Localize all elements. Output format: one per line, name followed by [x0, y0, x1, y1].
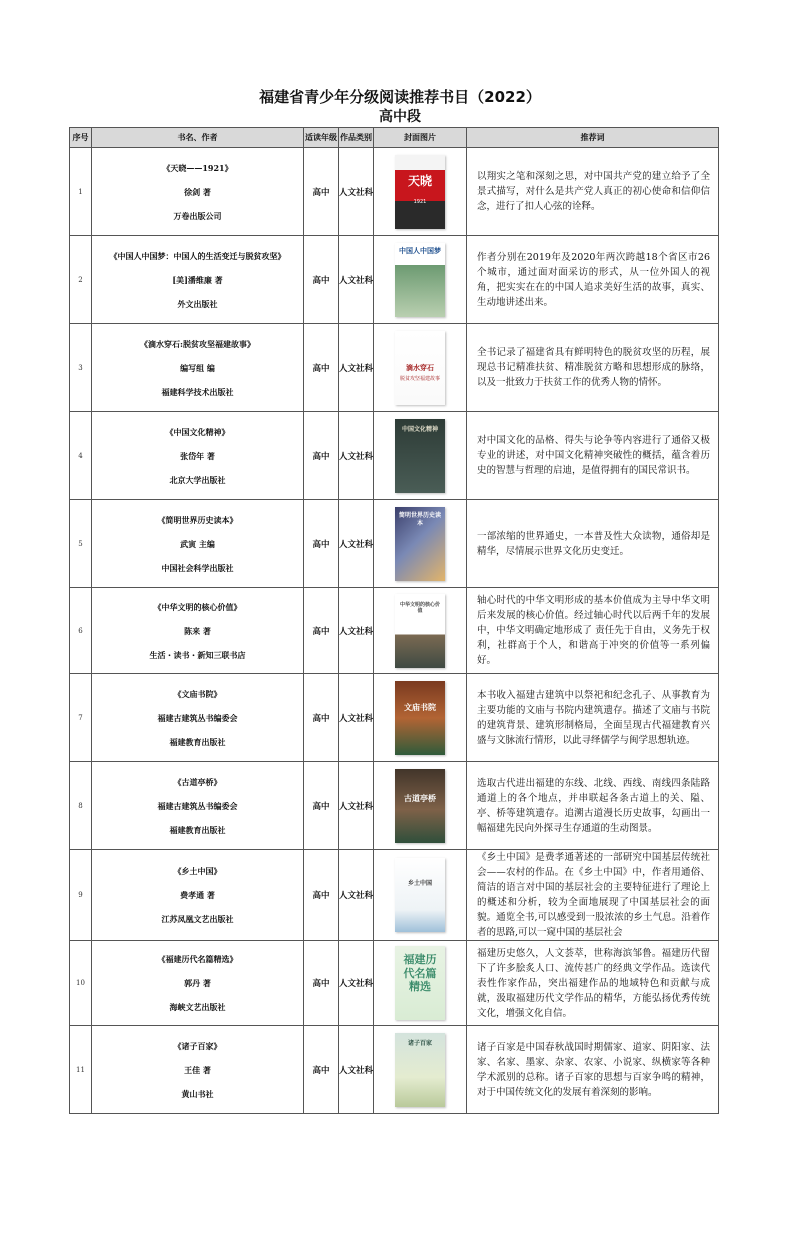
book-publisher: 福建科学技术出版社: [161, 386, 234, 397]
book-author: 武寅 主编: [180, 538, 215, 549]
table-header-row: [70, 128, 719, 148]
grade-cell: 高中: [304, 941, 339, 1026]
grade-cell: 高中: [304, 588, 339, 674]
cover-cell: [374, 850, 467, 941]
cover-title: 中华文明的核心价值: [399, 602, 440, 615]
table-row: [70, 762, 719, 850]
book-author: 郭丹 著: [184, 978, 211, 988]
book-publisher: 外文出版社: [177, 298, 218, 309]
seq-cell: 7: [70, 674, 92, 762]
category-cell: 人文社科: [339, 236, 374, 324]
cover-cell: [374, 674, 467, 762]
book-list-table: [69, 127, 719, 1114]
cover-cell: [374, 588, 467, 674]
seq-cell: 1: [70, 148, 92, 236]
book-cell: [92, 500, 304, 588]
cover-title: 乡土中国: [407, 880, 432, 888]
book-publisher: 中国社会科学出版社: [161, 562, 234, 573]
table-row: [70, 674, 719, 762]
book-cover-image: [395, 507, 445, 581]
category-cell: 人文社科: [339, 762, 374, 850]
header-seq: 序号: [70, 128, 92, 148]
grade-cell: 高中: [304, 674, 339, 762]
seq-cell: 5: [70, 500, 92, 588]
category-cell: 人文社科: [339, 850, 374, 941]
recommendation-cell: 轴心时代的中华文明形成的基本价值成为主导中华文明后来发展的核心价值。经过轴心时代以后两千年的发展中，中华文明确定地形成了 责任先于自由，义务先于权利，社群高于个人，和谐高于冲突的价值等一系列偏好。: [467, 588, 719, 674]
book-publisher: 海峡文艺出版社: [169, 1002, 226, 1012]
recommendation-cell: 对中国文化的品格、得失与论争等内容进行了通俗又极专业的讲述，对中国文化精神突破性的概括，蕴含着历史的智慧与哲理的启迪，是值得拥有的国民常识书。: [467, 412, 719, 500]
book-title: 《滴水穿石:脱贫攻坚福建故事》: [140, 338, 255, 349]
book-cell: [92, 941, 304, 1026]
header-recommendation: 推荐词: [467, 128, 719, 148]
book-cell: [92, 850, 304, 941]
cover-title: 天晓: [407, 173, 432, 188]
cover-cell: [374, 500, 467, 588]
book-publisher: 万卷出版公司: [173, 210, 222, 221]
header-category: 作品类别: [339, 128, 374, 148]
book-cell: [92, 762, 304, 850]
recommendation-cell: 福建历史悠久，人文荟萃，世称海滨邹鲁。福建历代留下了许多脍炙人口、流传甚广的经典文学作品。选读代表性作家作品，突出福建作品的地域特色和贡献与成就，汲取福建历代文学作品的精华，方能弘扬优秀传统文化，增强文化自信。: [467, 941, 719, 1026]
header-book: 书名、作者: [92, 128, 304, 148]
book-title: 《中华文明的核心价值》: [153, 601, 242, 612]
header-grade: 适读年级: [304, 128, 339, 148]
book-title: 《天晓——1921》: [162, 162, 233, 173]
page-subtitle: 高中段: [379, 109, 421, 125]
cover-cell: [374, 324, 467, 412]
book-cell: [92, 148, 304, 236]
recommendation-cell: 以翔实之笔和深刻之思，对中国共产党的建立给予了全景式描写，对什么是共产党人真正的初心使命和信仰信念，进行了扣人心弦的诠释。: [467, 148, 719, 236]
table-row: [70, 412, 719, 500]
book-cover-image: [395, 681, 445, 755]
seq-cell: 3: [70, 324, 92, 412]
book-author: [美]潘维廉 著: [172, 274, 223, 285]
seq-cell: 10: [70, 941, 92, 1026]
book-author: 编写组 编: [180, 362, 215, 373]
cover-title: 简明世界历史读本: [399, 512, 442, 527]
seq-cell: 6: [70, 588, 92, 674]
cover-title: 福建历代名篇精选: [403, 953, 437, 993]
book-author: 王佳 著: [184, 1064, 211, 1075]
book-author: 费孝通 著: [180, 890, 215, 900]
book-cell: [92, 1026, 304, 1114]
cover-cell: [374, 236, 467, 324]
cover-title: 滴水穿石: [406, 363, 434, 372]
book-cell: [92, 412, 304, 500]
cover-cell: [374, 762, 467, 850]
book-title: 《乡土中国》: [173, 866, 222, 876]
book-cover-image: [395, 155, 445, 229]
cover-subtitle: 脱贫攻坚福建故事: [399, 375, 440, 382]
category-cell: 人文社科: [339, 324, 374, 412]
grade-cell: 高中: [304, 1026, 339, 1114]
grade-cell: 高中: [304, 500, 339, 588]
book-cover-image: [395, 1033, 445, 1107]
book-publisher: 黄山书社: [181, 1088, 214, 1099]
table-row: [70, 148, 719, 236]
seq-cell: 4: [70, 412, 92, 500]
recommendation-cell: 全书记录了福建省具有鲜明特色的脱贫攻坚的历程，展现总书记精准扶贫、精准脱贫方略和思想形成的脉络，以及一批致力于扶贫工作的优秀人物的情怀。: [467, 324, 719, 412]
book-title: 《福建历代名篇精选》: [157, 954, 238, 964]
recommendation-cell: 本书收入福建古建筑中以祭祀和纪念孔子、从事教育为主要功能的文庙与书院内建筑遗存。描述了文庙与书院的建筑背景、建筑形制格局，全面呈现古代福建教育兴盛与文脉流行情形，以此寻绎儒学与闽学思想轨迹。: [467, 674, 719, 762]
book-author: 陈来 著: [184, 625, 211, 636]
book-publisher: 福建教育出版社: [169, 736, 226, 747]
grade-cell: 高中: [304, 148, 339, 236]
cover-subtitle: 1921: [413, 198, 427, 205]
book-cover-image: [395, 331, 445, 405]
book-cover-image: [395, 858, 445, 932]
book-title: 《文庙书院》: [173, 688, 222, 699]
book-title: 《诸子百家》: [173, 1040, 222, 1051]
cover-cell: [374, 1026, 467, 1114]
category-cell: 人文社科: [339, 674, 374, 762]
category-cell: 人文社科: [339, 588, 374, 674]
seq-cell: 8: [70, 762, 92, 850]
category-cell: 人文社科: [339, 500, 374, 588]
table-row: [70, 588, 719, 674]
book-cover-image: [395, 594, 445, 668]
grade-cell: 高中: [304, 850, 339, 941]
table-row: [70, 1026, 719, 1114]
table-row: [70, 324, 719, 412]
page-title: 福建省青少年分级阅读推荐书目（2022）: [259, 88, 541, 106]
book-title: 《中国文化精神》: [165, 426, 230, 437]
book-cover-image: [395, 419, 445, 493]
book-cell: [92, 674, 304, 762]
book-author: 张岱年 著: [180, 450, 215, 461]
book-title: 《古道亭桥》: [173, 776, 222, 787]
cover-title: 文庙书院: [404, 702, 436, 712]
book-author: 福建古建筑丛书编委会: [157, 800, 238, 811]
category-cell: 人文社科: [339, 412, 374, 500]
book-cell: [92, 236, 304, 324]
category-cell: 人文社科: [339, 941, 374, 1026]
grade-cell: 高中: [304, 324, 339, 412]
cover-cell: [374, 941, 467, 1026]
book-cell: [92, 324, 304, 412]
book-publisher: 江苏凤凰文艺出版社: [161, 914, 234, 924]
cover-title: 诸子百家: [407, 1039, 432, 1047]
book-cover-image: [395, 946, 445, 1020]
table-row: [70, 500, 719, 588]
seq-cell: 11: [70, 1026, 92, 1114]
header-cover: 封面图片: [374, 128, 467, 148]
book-publisher: 福建教育出版社: [169, 824, 226, 835]
cover-title: 中国人中国梦: [399, 246, 441, 255]
cover-title: 古道亭桥: [404, 794, 436, 804]
recommendation-cell: 《乡土中国》是费孝通著述的一部研究中国基层传统社会——农村的作品。在《乡土中国》中，作者用通俗、简洁的语言对中国的基层社会的主要特征进行了理论上的概述和分析，较为全面地展现了中国基层社会的面貌。通览全书,可以感受到一股浓浓的乡土气息。沿着作者的思路,可以一窥中国的基层社会: [467, 850, 719, 941]
book-cover-image: [395, 243, 445, 317]
book-publisher: 生活・读书・新知三联书店: [149, 649, 246, 660]
book-publisher: 北京大学出版社: [169, 474, 226, 485]
category-cell: 人文社科: [339, 1026, 374, 1114]
book-title: 《中国人中国梦：中国人的生活变迁与脱贫攻坚》: [109, 250, 286, 261]
book-cell: [92, 588, 304, 674]
seq-cell: 9: [70, 850, 92, 941]
book-title: 《简明世界历史读本》: [157, 514, 238, 525]
table-row: [70, 941, 719, 1026]
recommendation-cell: 诸子百家是中国春秋战国时期儒家、道家、阴阳家、法家、名家、墨家、杂家、农家、小说家、纵横家等各种学术派别的总称。诸子百家的思想与百家争鸣的精神，对于中国传统文化的发展有着深刻的影响。: [467, 1026, 719, 1114]
table-body: [70, 148, 719, 1114]
seq-cell: 2: [70, 236, 92, 324]
grade-cell: 高中: [304, 412, 339, 500]
book-author: 徐剑 著: [184, 186, 211, 197]
recommendation-cell: 一部浓缩的世界通史，一本普及性大众读物，通俗却是精华，尽情展示世界文化历史变迁。: [467, 500, 719, 588]
cover-cell: [374, 412, 467, 500]
book-cover-image: [395, 769, 445, 843]
cover-cell: [374, 148, 467, 236]
cover-title: 中国文化精神: [401, 425, 438, 433]
table-row: [70, 850, 719, 941]
category-cell: 人文社科: [339, 148, 374, 236]
grade-cell: 高中: [304, 762, 339, 850]
recommendation-cell: 作者分别在2019年及2020年两次跨越18个省区市26个城市，通过面对面采访的形式，从一位外国人的视角，把实实在在的中国人追求美好生活的故事，真实、生动地讲述出来。: [467, 236, 719, 324]
grade-cell: 高中: [304, 236, 339, 324]
recommendation-cell: 选取古代进出福建的东线、北线、西线、南线四条陆路通道上的各个地点，并串联起各条古道上的关、隘、亭、桥等建筑遗存。追溯古道漫长历史故事，勾画出一幅福建先民向外探寻生存通道的生动图景。: [467, 762, 719, 850]
table-row: [70, 236, 719, 324]
book-author: 福建古建筑丛书编委会: [157, 712, 238, 723]
